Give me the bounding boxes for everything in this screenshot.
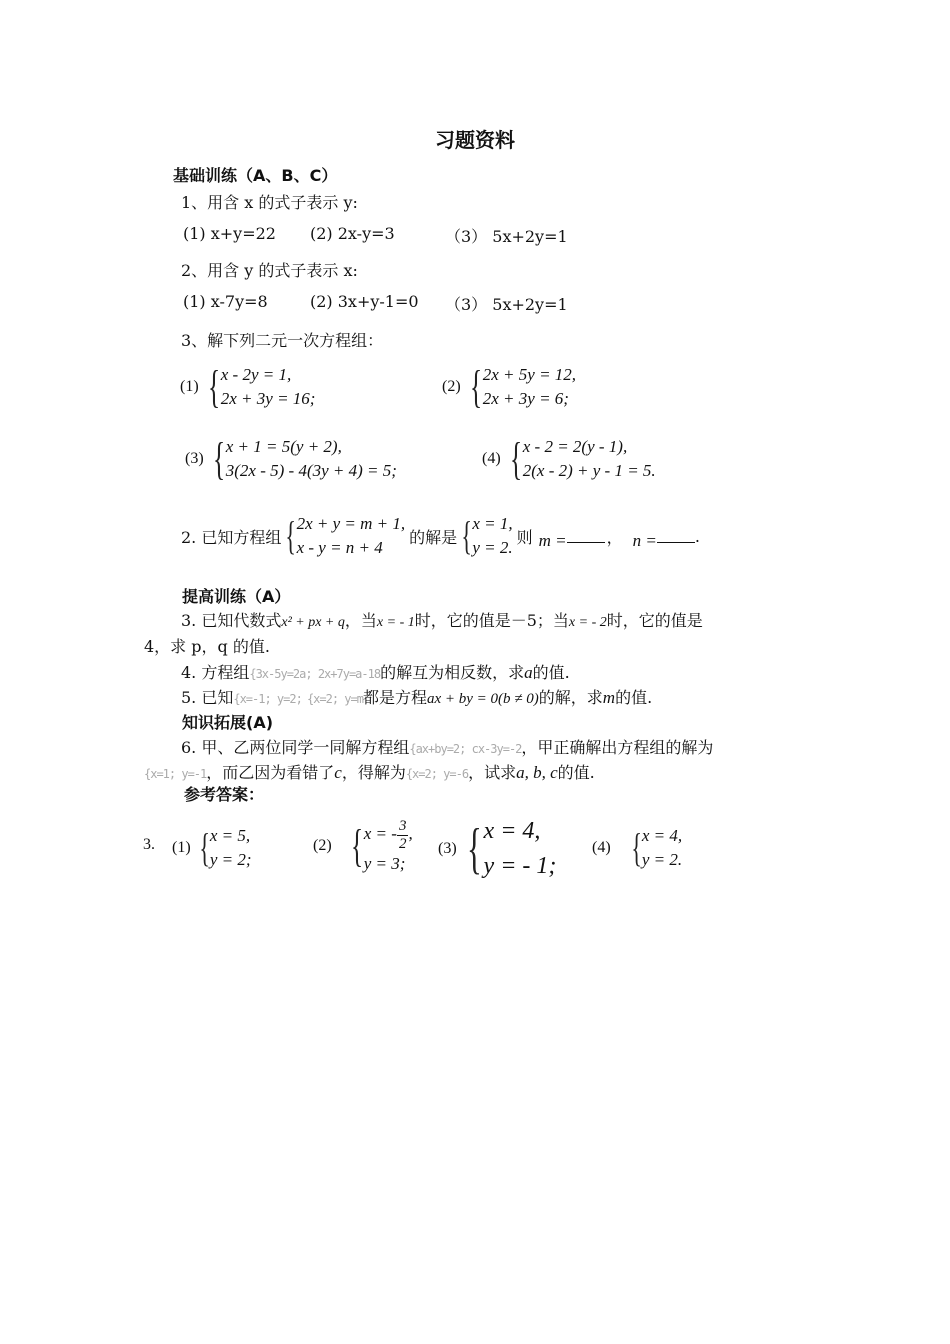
- q1-item-3: （3） 5x+2y=1: [445, 227, 568, 246]
- brace-icon: {: [461, 513, 473, 558]
- section-heading-extension: 知识拓展(A): [182, 713, 274, 732]
- equation: 3(2x - 5) - 4(3y + 4) = 5;: [225, 461, 397, 480]
- q2-item-1: (1) x-7y=8: [183, 292, 268, 311]
- faded-equation: {x=1; y=-1: [144, 767, 207, 781]
- text: ，甲正确解出方程组的解为: [521, 738, 714, 757]
- condition: x = - 1: [376, 615, 415, 630]
- problem-3-line-2: 4，求 p，q 的值.: [144, 637, 270, 656]
- equation: ax + by = 0(b ≠ 0): [426, 691, 539, 707]
- question-1: 1、用含 x 的式子表示 y:: [181, 193, 358, 212]
- text: 都是方程: [362, 688, 427, 707]
- q2-item-3: （3） 5x+2y=1: [445, 295, 568, 314]
- solution: [364, 818, 413, 852]
- text: x = -: [363, 823, 397, 843]
- solution: y = 2.: [641, 850, 683, 869]
- condition: x = - 2: [568, 615, 607, 630]
- text: 的解，求: [538, 688, 603, 707]
- variable: m: [602, 688, 616, 707]
- equation: x + 1 = 5(y + 2),: [225, 437, 342, 456]
- answer-label: (3): [438, 840, 457, 857]
- q1-item-2: (2) 2x-y=3: [310, 224, 395, 243]
- text: ，而乙因为看错了: [206, 763, 335, 782]
- system-label: (3): [185, 450, 204, 467]
- answer-blank-m: [567, 530, 605, 543]
- expression: x² + px + q: [281, 615, 345, 630]
- equation: x - 2 = 2(y - 1),: [522, 437, 628, 456]
- faded-equation: {x=2; y=m: [306, 692, 363, 706]
- text: 的值.: [557, 763, 595, 782]
- section-heading-basic: 基础训练（A、B、C）: [173, 166, 338, 185]
- n-label: n =: [632, 531, 657, 550]
- question-4: [181, 514, 700, 558]
- text: 6. 甲、乙两位同学一同解方程组: [181, 738, 410, 757]
- system-4: [482, 433, 656, 484]
- solution: x = 1,: [472, 514, 513, 533]
- variable: a: [524, 663, 533, 682]
- solution: x = 4,: [483, 818, 541, 844]
- brace-icon: {: [285, 513, 297, 558]
- text: 3. 已知代数式: [181, 611, 282, 630]
- text: 4. 方程组: [181, 663, 250, 682]
- page-title: 习题资料: [435, 128, 515, 152]
- period: .: [694, 526, 700, 546]
- faded-equation: {ax+by=2; cx-3y=-2: [409, 742, 522, 756]
- brace-icon: {: [469, 361, 482, 412]
- problem-3-line-1: [181, 608, 703, 631]
- numerator: 3: [398, 818, 407, 834]
- denominator: 2: [398, 835, 407, 852]
- text: 的解互为相反数，求: [380, 663, 525, 682]
- solution: y = - 1;: [483, 853, 557, 879]
- q2-item-2: (2) 3x+y-1=0: [310, 292, 419, 311]
- system-label: (2): [442, 378, 461, 395]
- answer-blank-n: [657, 530, 695, 543]
- brace-icon: {: [198, 825, 210, 870]
- text: ，试求: [468, 763, 517, 782]
- brace-icon: {: [207, 361, 220, 412]
- solution: x = 5,: [209, 826, 251, 845]
- equation: x - 2y = 1,: [220, 365, 292, 384]
- equation: 2x + y = m + 1,: [296, 514, 406, 533]
- equation: 2x + 3y = 6;: [482, 389, 569, 408]
- brace-icon: {: [350, 820, 363, 871]
- text: ，得解为: [341, 763, 406, 782]
- solution: y = 2;: [209, 850, 252, 869]
- brace-icon: {: [509, 433, 522, 484]
- problem-5: [181, 685, 652, 708]
- faded-equation: {x=2; y=-6: [405, 767, 469, 781]
- q4-then: 则: [516, 527, 533, 547]
- system-3: [185, 433, 397, 484]
- variables: a, b, c: [516, 763, 558, 782]
- text: 的值.: [532, 663, 570, 682]
- equation: 2x + 3y = 16;: [220, 389, 316, 408]
- text: 时，它的值是－5；当: [414, 611, 569, 630]
- problem-6-line-2: [144, 760, 595, 783]
- answer-2: [313, 818, 413, 874]
- brace-icon: {: [630, 825, 642, 870]
- equation: x - y = n + 4: [296, 538, 383, 557]
- solution: y = 2.: [472, 538, 513, 557]
- solution: x = 4,: [641, 826, 683, 845]
- question-3: 3、解下列二元一次方程组：: [181, 331, 384, 350]
- equation: 2x + 5y = 12,: [482, 365, 577, 384]
- system-label: (4): [482, 450, 501, 467]
- text: ，当: [344, 611, 377, 630]
- text: 5. 已知: [181, 688, 234, 707]
- problem-6-line-1: [181, 735, 713, 758]
- faded-equation: {3x-5y=2a; 2x+7y=a-18: [249, 667, 381, 681]
- system-2: [442, 361, 577, 412]
- answer-3: [438, 818, 556, 880]
- q4-mid: 的解是: [409, 527, 458, 547]
- answer-label: (1): [172, 839, 191, 856]
- brace-icon: {: [212, 433, 225, 484]
- answer-label: (4): [592, 839, 611, 856]
- answers-heading: 参考答案：: [184, 785, 265, 804]
- separator: ，: [606, 527, 623, 547]
- equation: 2(x - 2) + y - 1 = 5.: [522, 461, 656, 480]
- fraction: [397, 818, 409, 852]
- brace-icon: {: [466, 818, 482, 880]
- question-2: 2、用含 y 的式子表示 x:: [181, 261, 358, 280]
- q4-prefix: 2. 已知方程组: [181, 527, 282, 547]
- q1-item-1: (1) x+y=22: [183, 224, 276, 243]
- text: ,: [408, 823, 413, 843]
- answer-label: (2): [313, 837, 332, 854]
- variable: c: [334, 763, 342, 782]
- system-1: [180, 361, 316, 412]
- text: 时，它的值是: [606, 611, 703, 630]
- faded-equation: {x=-1; y=2;: [233, 692, 302, 706]
- solution: y = 3;: [363, 854, 406, 873]
- system-label: (1): [180, 378, 199, 395]
- section-heading-advanced: 提高训练（A）: [182, 587, 291, 606]
- problem-4: [181, 660, 570, 683]
- text: 的值.: [615, 688, 653, 707]
- answer-1: [172, 826, 252, 870]
- answer-4: [592, 826, 682, 870]
- m-label: m =: [538, 531, 567, 550]
- answer-number: 3.: [143, 836, 155, 853]
